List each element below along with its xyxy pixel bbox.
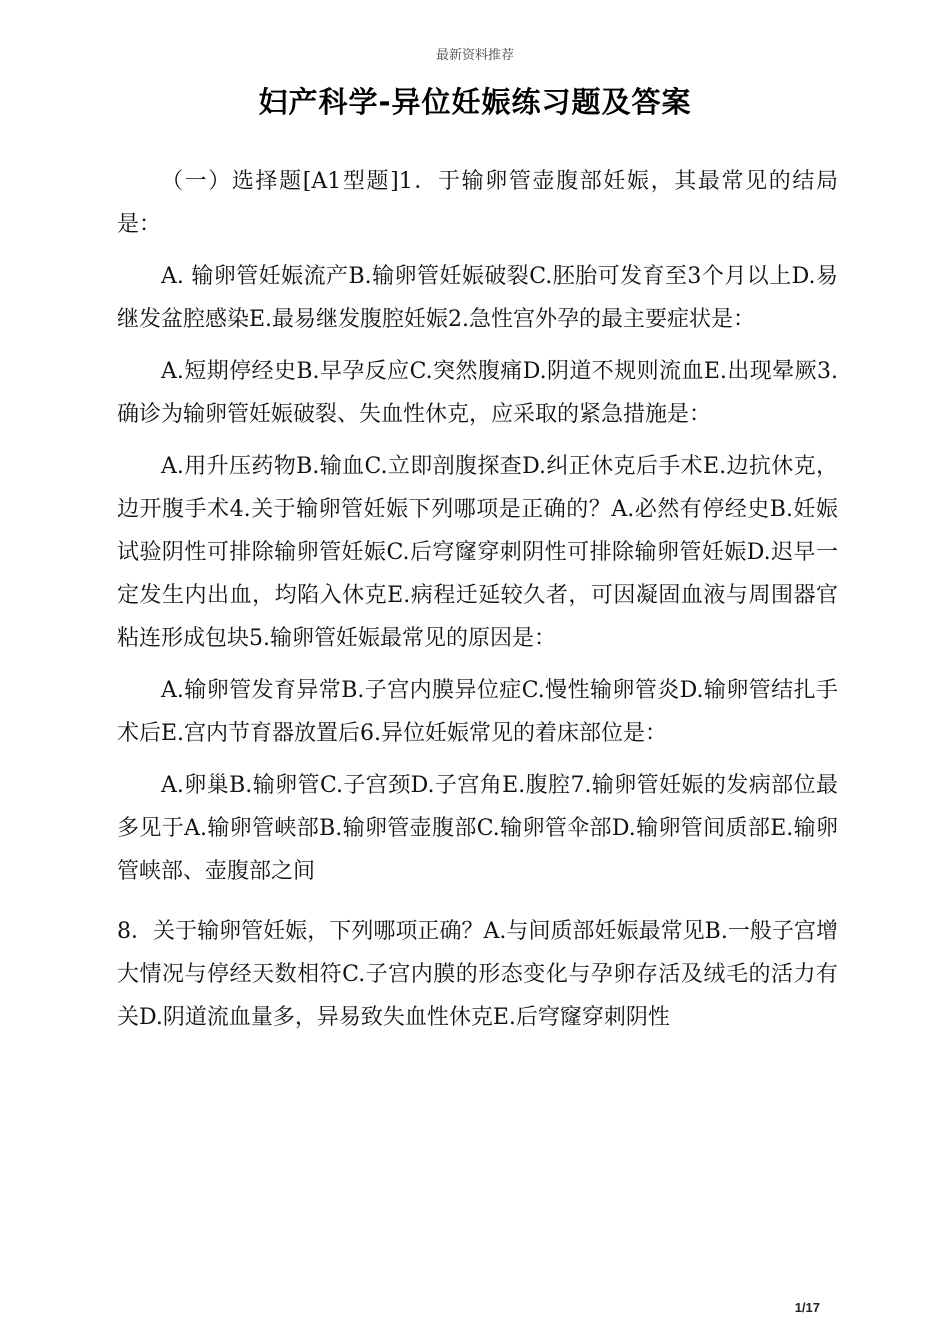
- paragraph-6: A.卵巢B.输卵管C.子宫颈D.子宫角E.腹腔7.输卵管妊娠的发病部位最多见于A.输卵管峡部B.输卵管壶腹部C.输卵管伞部D.输卵管间质部E.输卵管峡部、壶腹部之间: [117, 773, 838, 884]
- document-title: 妇产科学-异位妊娠练习题及答案: [258, 85, 692, 119]
- document-body: [117, 160, 838, 1048]
- paragraph-4: A.用升压药物B.输血C.立即剖腹探查D.纠正休克后手术E.边抗休克，边开腹手术4.关于输卵管妊娠下列哪项是正确的？A.必然有停经史B.妊娠试验阴性可排除输卵管妊娠C.后穹窿穿刺阴性可排除输卵管妊娠D.迟早一定发生内出血，均陷入休克E.病程迁延较久者，可因凝固血液与周围器官粘连形成包块5.输卵管妊娠最常见的原因是：: [117, 454, 838, 651]
- page-header: 最新资料推荐: [435, 48, 514, 63]
- paragraph-3: A.短期停经史B.早孕反应C.突然腹痛D.阴道不规则流血E.出现晕厥3.确诊为输卵管妊娠破裂、失血性休克，应采取的紧急措施是：: [117, 359, 838, 427]
- paragraph-7: 8．关于输卵管妊娠，下列哪项正确？A.与间质部妊娠最常见B.一般子宫增大情况与停经天数相符C.子宫内膜的形态变化与孕卵存活及绒毛的活力有关D.阴道流血量多，异易致失血性休克E.后穹窿穿刺阴性: [117, 919, 838, 1030]
- paragraph-2: A. 输卵管妊娠流产B.输卵管妊娠破裂C.胚胎可发育至3个月以上D.易继发盆腔感染E.最易继发腹腔妊娠2.急性宫外孕的最主要症状是：: [117, 264, 838, 332]
- page-number: 1/17: [794, 1300, 820, 1315]
- paragraph-1: （一）选择题[A1型题]1．于输卵管壶腹部妊娠，其最常见的结局是：: [117, 169, 838, 237]
- paragraph-5: A.输卵管发育异常B.子宫内膜异位症C.慢性输卵管炎D.输卵管结扎手术后E.宫内节育器放置后6.异位妊娠常见的着床部位是：: [117, 678, 838, 746]
